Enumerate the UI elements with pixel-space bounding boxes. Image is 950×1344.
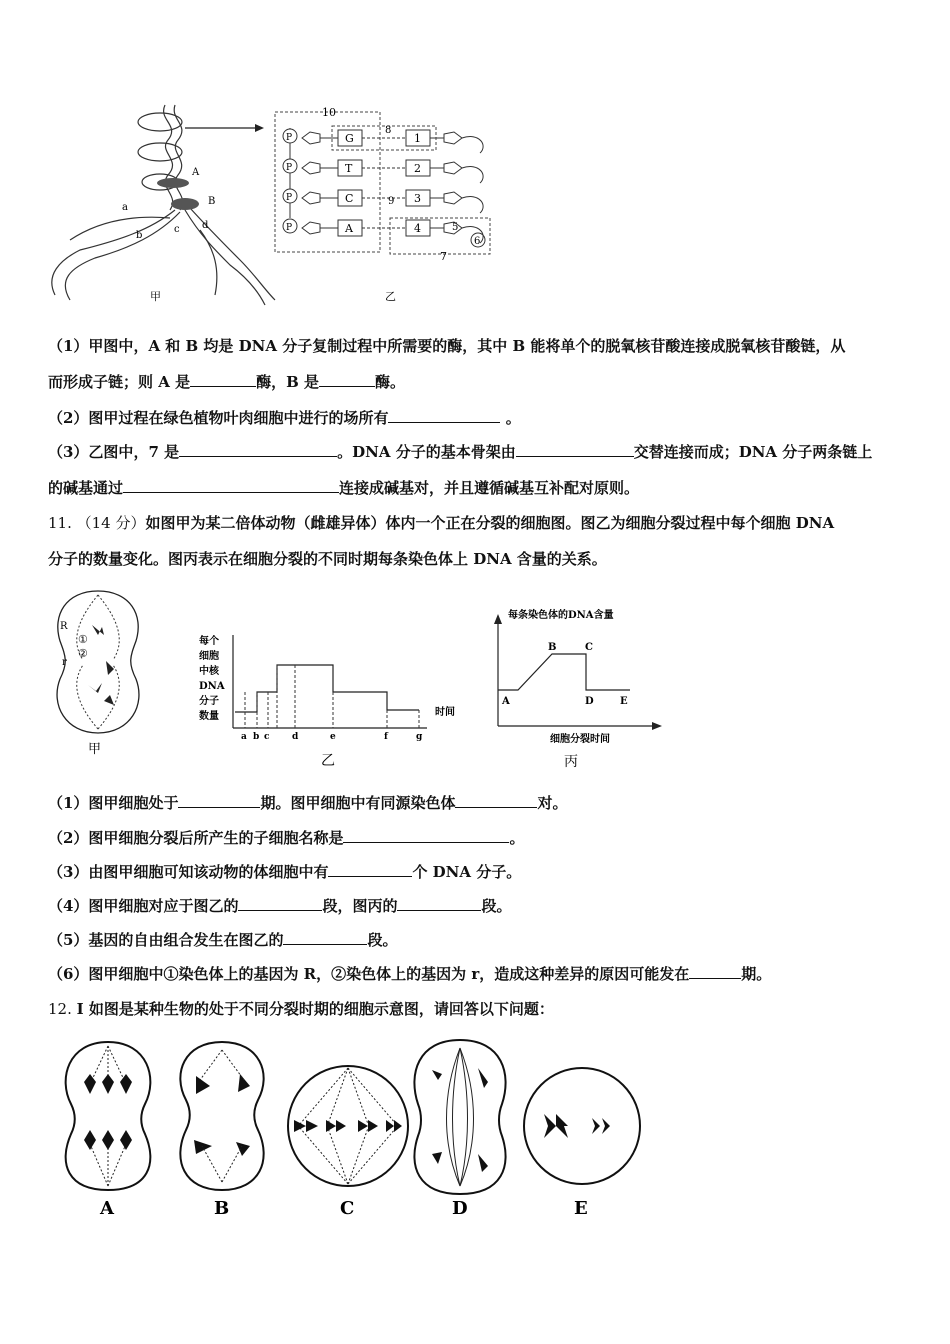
bing-ylabel: 每条染色体的DNA含量 — [508, 610, 614, 621]
q11-sub3: （3）由图甲细胞可知该动物的体细胞中有 个 DNA 分子。 — [48, 863, 522, 881]
yi-tick-c: c — [264, 732, 270, 742]
sugar-shape — [444, 162, 462, 174]
label-a: a — [122, 202, 128, 213]
answer-blank[interactable] — [397, 896, 481, 911]
backbone-curve — [462, 137, 483, 153]
answer-blank[interactable] — [238, 896, 322, 911]
q10-sub2: （2）图甲过程在绿色植物叶肉细胞中进行的场所有 。 — [48, 409, 521, 427]
answer-blank[interactable] — [516, 442, 634, 457]
caption-bing: 丙 — [564, 754, 578, 770]
cell-label-E: E — [574, 1198, 588, 1219]
q10-sub1-line2: 而形成子链；则 A 是 酶，B 是 酶。 — [48, 373, 406, 391]
base-right: 1 — [414, 132, 421, 145]
dna-replication-figure — [40, 100, 510, 310]
q11-intro-line2: 分子的数量变化。图丙表示在细胞分裂的不同时期每条染色体上 DNA 含量的关系。 — [48, 550, 607, 568]
answer-blank[interactable] — [455, 793, 537, 808]
phosphate-label: P — [286, 223, 293, 233]
answer-blank[interactable] — [123, 478, 339, 493]
base-left: C — [345, 192, 354, 205]
label-d: d — [202, 220, 209, 231]
caption-yi: 乙 — [385, 290, 396, 303]
answer-blank[interactable] — [319, 372, 375, 387]
q10-sub1-line1: （1）甲图中，A 和 B 均是 DNA 分子复制过程中所需要的酶，其中 B 能将单个的脱氧核苷酸连接成脱氧核苷酸链，从 — [48, 337, 846, 355]
bing-point-C: C — [585, 642, 593, 653]
yi-tick-e: e — [330, 732, 336, 742]
q11-sub2: （2）图甲细胞分裂后所产生的子细胞名称是 。 — [48, 829, 525, 847]
base-left: G — [345, 132, 354, 145]
jia-label-r: r — [62, 657, 67, 668]
cell-B — [180, 1042, 263, 1219]
cell-A — [66, 1042, 151, 1219]
q12-intro: 12. I 如图是某种生物的处于不同分裂时期的细胞示意图，请回答以下问题： — [48, 1000, 554, 1018]
sugar-shape — [302, 222, 320, 234]
q11-sub5: （5）基因的自由组合发生在图乙的 段。 — [48, 931, 398, 949]
base-right: 4 — [414, 222, 421, 235]
label-c: c — [174, 224, 180, 235]
caption-jia: 甲 — [150, 290, 161, 303]
sugar-shape — [302, 192, 320, 204]
base-right: 3 — [414, 192, 421, 205]
yi-tick-g: g — [416, 732, 423, 742]
yi-tick-b: b — [253, 732, 260, 742]
jia-label-2: ② — [78, 647, 88, 660]
bing-xlabel: 细胞分裂时间 — [550, 734, 610, 745]
answer-blank[interactable] — [689, 964, 741, 979]
label-B: B — [208, 196, 216, 207]
sugar-shape — [302, 132, 320, 144]
fig-yi-dna-chart — [195, 630, 475, 770]
phosphate-label: P — [286, 193, 293, 203]
label-A: A — [192, 167, 200, 178]
label-6: 6 — [474, 236, 481, 247]
caption-yi-11: 乙 — [321, 753, 335, 769]
bing-point-D: D — [585, 696, 594, 707]
label-5: 5 — [452, 222, 459, 233]
answer-blank[interactable] — [179, 442, 337, 457]
q11-intro-line1: 11. （14 分）如图甲为某二倍体动物（雌雄异体）体内一个正在分裂的细胞图。图乙为细胞分裂过程中每个细胞 DNA — [48, 514, 835, 532]
sugar-shape — [444, 132, 462, 144]
cell-label-C: C — [340, 1198, 355, 1219]
fig-jia-cell — [48, 585, 148, 755]
answer-blank[interactable] — [343, 828, 509, 843]
jia-label-R: R — [60, 621, 68, 632]
cell-label-B: B — [214, 1198, 230, 1219]
answer-blank[interactable] — [178, 793, 260, 808]
q10-sub3-line1: （3）乙图中，7 是 。DNA 分子的基本骨架由 交替连接而成；DNA 分子两条链上 — [48, 443, 873, 461]
answer-blank[interactable] — [388, 408, 500, 423]
sugar-shape — [444, 192, 462, 204]
cell-label-D: D — [452, 1198, 468, 1219]
cell-D — [414, 1040, 505, 1219]
answer-blank[interactable] — [328, 862, 412, 877]
backbone-curve — [462, 197, 483, 213]
label-10: 10 — [322, 106, 336, 119]
cell-E — [524, 1068, 640, 1219]
fig-bing-dna-chart — [490, 600, 665, 772]
sugar-shape — [302, 162, 320, 174]
q10-sub3-line2: 的碱基通过 连接成碱基对，并且遵循碱基互补配对原则。 — [48, 479, 640, 497]
label-9: 9 — [388, 196, 395, 207]
cell-C — [288, 1066, 408, 1219]
yi-tick-f: f — [384, 732, 388, 742]
yi-ylabel-char: 数量 — [199, 711, 219, 722]
yi-tick-a: a — [241, 732, 247, 742]
yi-ylabel-char: 每个 — [199, 636, 219, 647]
answer-blank[interactable] — [283, 930, 367, 945]
q11-sub6: （6）图甲细胞中①染色体上的基因为 R，②染色体上的基因为 r，造成这种差异的原因可能发在 期。 — [48, 965, 772, 983]
bing-point-B: B — [548, 642, 557, 653]
phosphate-label: P — [286, 133, 293, 143]
label-b: b — [136, 230, 143, 241]
answer-blank[interactable] — [190, 372, 256, 387]
yi-tick-d: d — [292, 732, 299, 742]
label-7: 7 — [440, 250, 447, 263]
q11-sub4: （4）图甲细胞对应于图乙的 段，图丙的 段。 — [48, 897, 512, 915]
yi-ylabel-char: 分子 — [199, 696, 219, 707]
base-left: T — [345, 162, 353, 175]
jia-label-1: ① — [78, 633, 88, 646]
base-right: 2 — [414, 162, 421, 175]
base-left: A — [345, 222, 353, 235]
caption-jia-11: 甲 — [88, 742, 102, 755]
bing-point-A: A — [502, 696, 510, 707]
bing-point-E: E — [620, 696, 628, 707]
yi-ylabel-char: DNA — [199, 681, 225, 692]
phosphate-label: P — [286, 163, 293, 173]
q11-sub1: （1）图甲细胞处于 期。图甲细胞中有同源染色体 对。 — [48, 794, 568, 812]
yi-ylabel-char: 中核 — [199, 666, 219, 677]
label-8: 8 — [385, 125, 392, 136]
backbone-curve — [462, 167, 483, 183]
cell-label-A: A — [100, 1198, 114, 1219]
yi-ylabel-char: 细胞 — [199, 651, 219, 662]
yi-xlabel: 时间 — [435, 707, 455, 718]
cell-division-figure — [50, 1034, 650, 1224]
